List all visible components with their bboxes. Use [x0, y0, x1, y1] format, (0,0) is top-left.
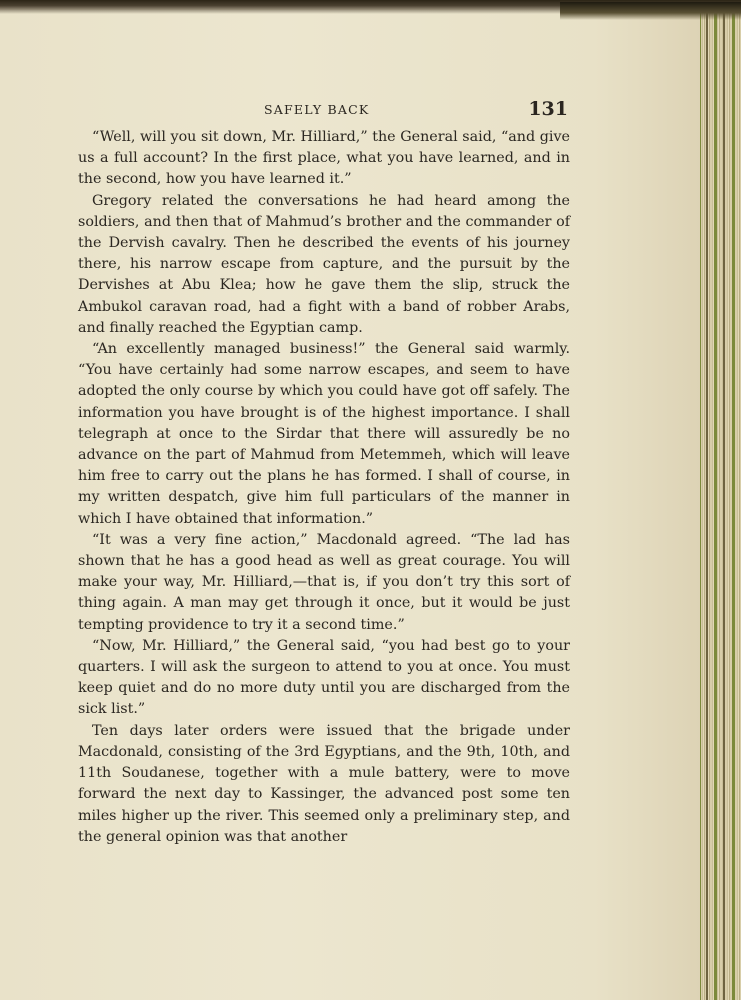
running-head: SAFELY BACK	[264, 102, 370, 117]
edge-stripe	[732, 6, 735, 1000]
edge-stripe	[714, 6, 717, 1000]
edge-stripe	[723, 6, 725, 1000]
page-number: 131	[528, 98, 568, 120]
edge-stripe	[706, 6, 708, 1000]
paragraph: Ten days later orders were issued that the brigade under Macdonald, consisting of the 3rd Egyptians, and the 9th, 10th, and 11th Soudanese, together with a mule battery, were to move forward the next day to Kassinger, the advanced post some ten miles higher up the river. This seemed only a preliminary step, and the general opinion was that another	[78, 722, 570, 845]
paragraph: “Well, will you sit down, Mr. Hilliard,” the General said, “and give us a full account? In the first place, what you have learned, and in the second, how you have learned it.”	[78, 129, 570, 188]
binding-shadow	[560, 2, 741, 20]
paragraph: “It was a very fine action,” Macdonald agreed. “The lad has shown that he has a good head as well as great courage. You will make your way, Mr. Hilliard,—that is, if you don’t try this sort of thing again. A man may get through it once, but it would be just tempting providence to try it a second time.”	[78, 531, 570, 633]
paragraph: “Now, Mr. Hilliard,” the General said, “you had best go to your quarters. I will ask the surgeon to attend to you at once. You must keep quiet and do no more duty until you are discharged from the sick list.”	[78, 637, 570, 718]
body-text	[78, 127, 570, 848]
paragraph: “An excellently managed business!” the General said warmly. “You have certainly had some narrow escapes, and seem to have adopted the only course by which you could have got off safely. The information you have brought is of the highest importance. I shall telegraph at once to the Sirdar that there will assuredly be no advance on the part of Mahmud from Metemmeh, which will leave him free to carry out the plans he has formed. I shall of course, in my written despatch, give him full particulars of the manner in which I have obtained that information.”	[78, 341, 570, 527]
paragraph: Gregory related the conversations he had heard among the soldiers, and then that of Mahmud’s brother and the commander of the Dervish cavalry. Then he described the events of his journey there, his narrow escape from capture, and the pursuit by the Dervishes at Abu Klea; how he gave them the slip, struck the Ambukol caravan road, had a fight with a band of robber Arabs, and finally reached the Egyptian camp.	[78, 192, 570, 336]
page-header	[78, 98, 570, 128]
